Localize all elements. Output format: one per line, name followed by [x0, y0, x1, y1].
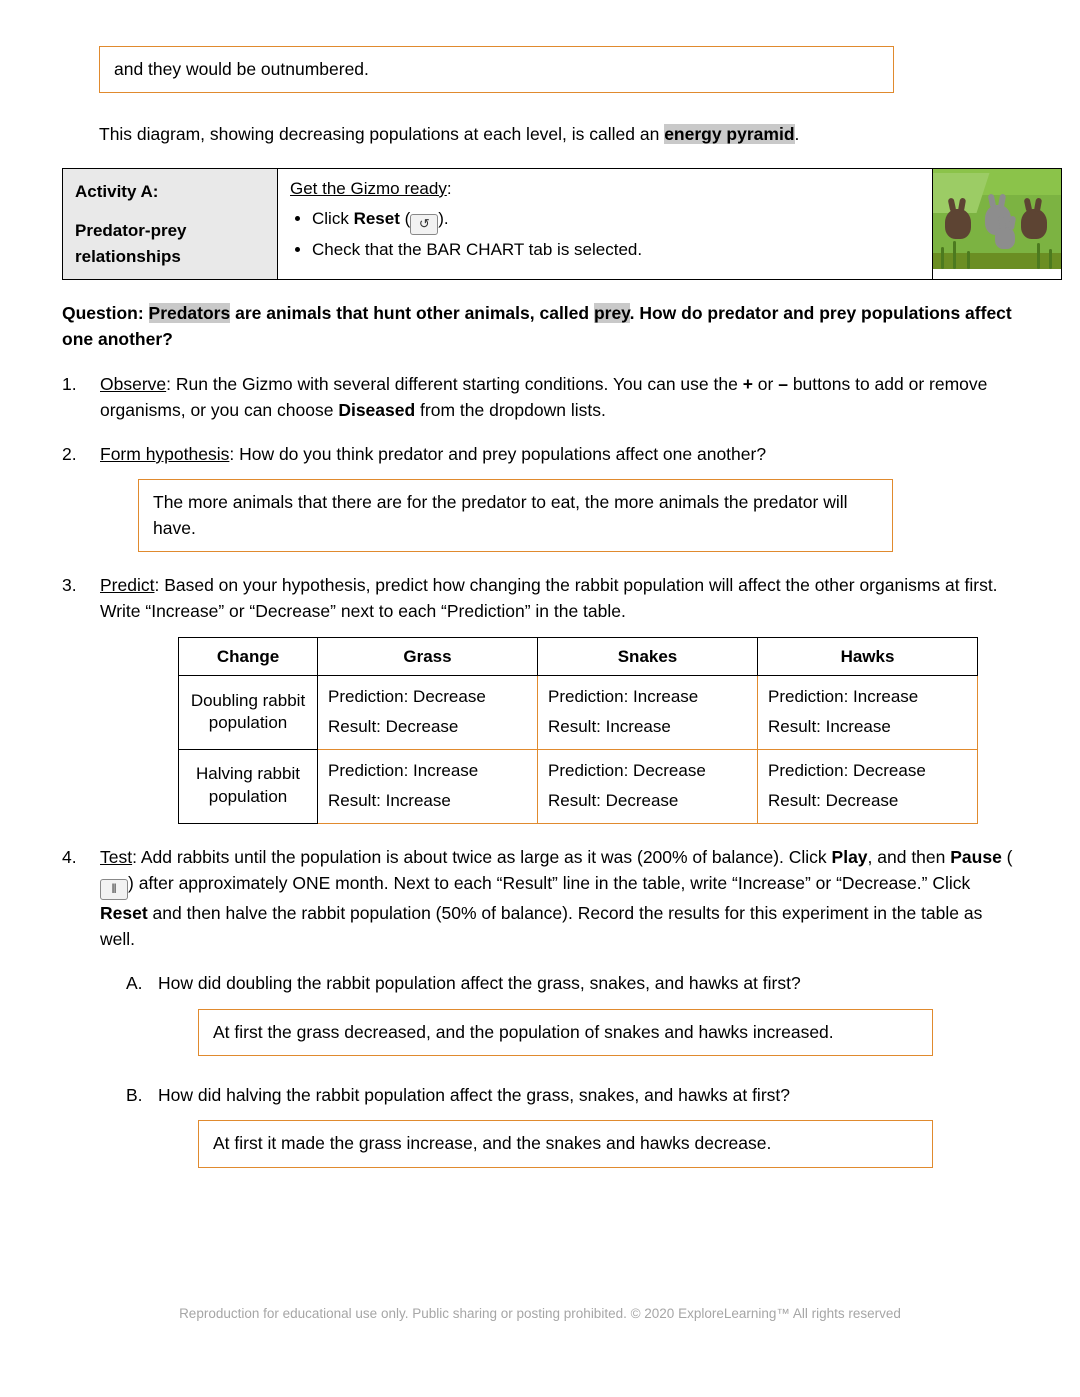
- row-2-hawks-prediction: Prediction: Decrease: [768, 760, 926, 780]
- ready-heading-colon: :: [446, 178, 452, 198]
- prediction-table-header-row: [179, 637, 978, 676]
- bullet1-pre: Click: [312, 208, 354, 228]
- step-1-text-a: : Run the Gizmo with several different starting conditions. You can use the: [166, 373, 743, 394]
- intro-text-after: .: [794, 124, 800, 145]
- subquestion-a: [126, 970, 1018, 1056]
- subquestion-b: [126, 1082, 1018, 1168]
- activity-image-cell: [933, 168, 1062, 280]
- step-4: [62, 844, 1018, 1168]
- row-1-change: Doubling rabbit population: [179, 676, 318, 750]
- answer-box-hypothesis[interactable]: The more animals that there are for the predator to eat, the more animals the predator will have.: [138, 479, 893, 552]
- question-mid: are animals that hunt other animals, called: [230, 303, 594, 324]
- activity-bullet-list: [290, 207, 920, 262]
- header-grass: Grass: [318, 637, 538, 676]
- step-4-text-b: , and then: [867, 846, 951, 867]
- activity-row: [63, 168, 1062, 280]
- step-3: [62, 572, 1018, 823]
- question-tail: . How do predator and prey populations affect one another?: [62, 303, 1012, 350]
- step-1-number: 1.: [62, 373, 77, 394]
- bullet1-bold: Reset: [353, 208, 400, 228]
- step-1-text-c: buttons to add or remove organisms, or you can choose: [100, 373, 988, 420]
- row-1-grass-result: Result: Decrease: [328, 717, 459, 737]
- step-4-text-e: and then halve the rabbit population (50% of balance). Record the results for this experiment in the table as well.: [100, 902, 983, 949]
- step-1-plus: +: [742, 373, 753, 394]
- step-4-reset: Reset: [100, 902, 148, 923]
- main-question: [62, 300, 1018, 353]
- activity-bullet-2: [312, 238, 920, 262]
- row-1-snakes-prediction: Prediction: Increase: [548, 687, 699, 707]
- step-4-text-a: : Add rabbits until the population is about twice as large as it was (200% of balance). Click: [132, 846, 832, 867]
- step-1-label: Observe: [100, 373, 167, 394]
- row-2-snakes[interactable]: [538, 749, 758, 823]
- step-4-play: Play: [831, 846, 868, 867]
- answer-box-a[interactable]: At first the grass decreased, and the population of snakes and hawks increased.: [198, 1009, 933, 1056]
- table-row: [179, 676, 978, 750]
- step-3-label: Predict: [100, 575, 155, 596]
- subquestion-b-letter: B.: [126, 1084, 143, 1105]
- answer-box-b[interactable]: At first it made the grass increase, and the snakes and hawks decrease.: [198, 1120, 933, 1167]
- activity-title: Predator-prey relationships: [75, 221, 187, 266]
- intro-highlight: energy pyramid: [664, 124, 795, 145]
- reset-icon[interactable]: ↺: [410, 214, 438, 235]
- answer-box-top[interactable]: and they would be outnumbered.: [99, 46, 894, 93]
- step-2-text: : How do you think predator and prey populations affect one another?: [229, 444, 767, 465]
- row-2-snakes-result: Result: Decrease: [548, 791, 679, 811]
- question-lead: Question:: [62, 303, 149, 324]
- activity-label: Activity A:: [75, 181, 159, 201]
- activity-instructions-cell: [278, 168, 933, 280]
- get-gizmo-ready-heading: [290, 179, 920, 199]
- pause-icon[interactable]: ‖: [100, 879, 128, 900]
- row-1-grass[interactable]: [318, 676, 538, 750]
- table-row: [179, 749, 978, 823]
- question-highlight-prey: prey: [593, 303, 630, 324]
- subquestion-a-text: How did doubling the rabbit population affect the grass, snakes, and hawks at first?: [158, 973, 801, 994]
- step-2-number: 2.: [62, 444, 77, 465]
- subquestion-a-letter: A.: [126, 973, 143, 994]
- step-4-text-c: (: [1001, 846, 1013, 867]
- step-2: [62, 441, 1018, 552]
- step-3-text: : Based on your hypothesis, predict how changing the rabbit population will affect the other organisms at first. Write “Increase” or “Decrease” next to each “Prediction” in the table.: [100, 575, 998, 622]
- intro-text-before: This diagram, showing decreasing populations at each level, is called an: [99, 124, 665, 145]
- bullet2-text: Check that the BAR CHART tab is selected.: [312, 239, 643, 259]
- step-1-text-d: from the dropdown lists.: [415, 399, 606, 420]
- row-2-hawks-result: Result: Decrease: [768, 791, 899, 811]
- row-1-grass-prediction: Prediction: Decrease: [328, 687, 486, 707]
- row-2-hawks[interactable]: [758, 749, 978, 823]
- bullet1-post: ).: [438, 208, 449, 228]
- step-4-text-d: ) after approximately ONE month. Next to each “Result” line in the table, write “Increase” or “Decrease.” Click: [128, 872, 971, 893]
- row-2-grass[interactable]: [318, 749, 538, 823]
- row-2-snakes-prediction: Prediction: Decrease: [548, 760, 706, 780]
- step-4-label: Test: [100, 846, 133, 867]
- row-1-snakes-result: Result: Increase: [548, 717, 671, 737]
- row-1-hawks[interactable]: [758, 676, 978, 750]
- step-4-number: 4.: [62, 846, 77, 867]
- header-hawks: Hawks: [758, 637, 978, 676]
- prediction-table: [178, 637, 978, 824]
- step-3-number: 3.: [62, 575, 77, 596]
- activity-bullet-1: [312, 207, 920, 235]
- step-4-pause: Pause: [950, 846, 1002, 867]
- step-1-text-b: or: [752, 373, 779, 394]
- page-footer: Reproduction for educational use only. Public sharing or posting prohibited. © 2020 ExploreLearning™ All rights reserved: [179, 1306, 901, 1321]
- row-1-hawks-result: Result: Increase: [768, 717, 891, 737]
- ready-heading-text: Get the Gizmo ready: [290, 178, 447, 198]
- rabbits-illustration: [933, 169, 1061, 269]
- subquestion-list: [100, 970, 1018, 1167]
- subquestion-b-text: How did halving the rabbit population affect the grass, snakes, and hawks at first?: [158, 1084, 790, 1105]
- header-snakes: Snakes: [538, 637, 758, 676]
- row-2-grass-result: Result: Increase: [328, 791, 451, 811]
- header-change: Change: [179, 637, 318, 676]
- step-1-diseased: Diseased: [338, 399, 416, 420]
- question-highlight-predators: Predators: [148, 303, 231, 324]
- step-1-minus: –: [778, 373, 788, 394]
- intro-paragraph: [99, 121, 1018, 147]
- row-1-snakes[interactable]: [538, 676, 758, 750]
- activity-table: [62, 168, 1062, 281]
- row-1-hawks-prediction: Prediction: Increase: [768, 687, 919, 707]
- row-2-grass-prediction: Prediction: Increase: [328, 760, 479, 780]
- step-1: [62, 371, 1018, 424]
- row-2-change: Halving rabbit population: [179, 749, 318, 823]
- steps-list: [62, 371, 1018, 1168]
- step-2-label: Form hypothesis: [100, 444, 230, 465]
- bullet1-mid: (: [399, 208, 411, 228]
- activity-left-cell: [63, 168, 278, 280]
